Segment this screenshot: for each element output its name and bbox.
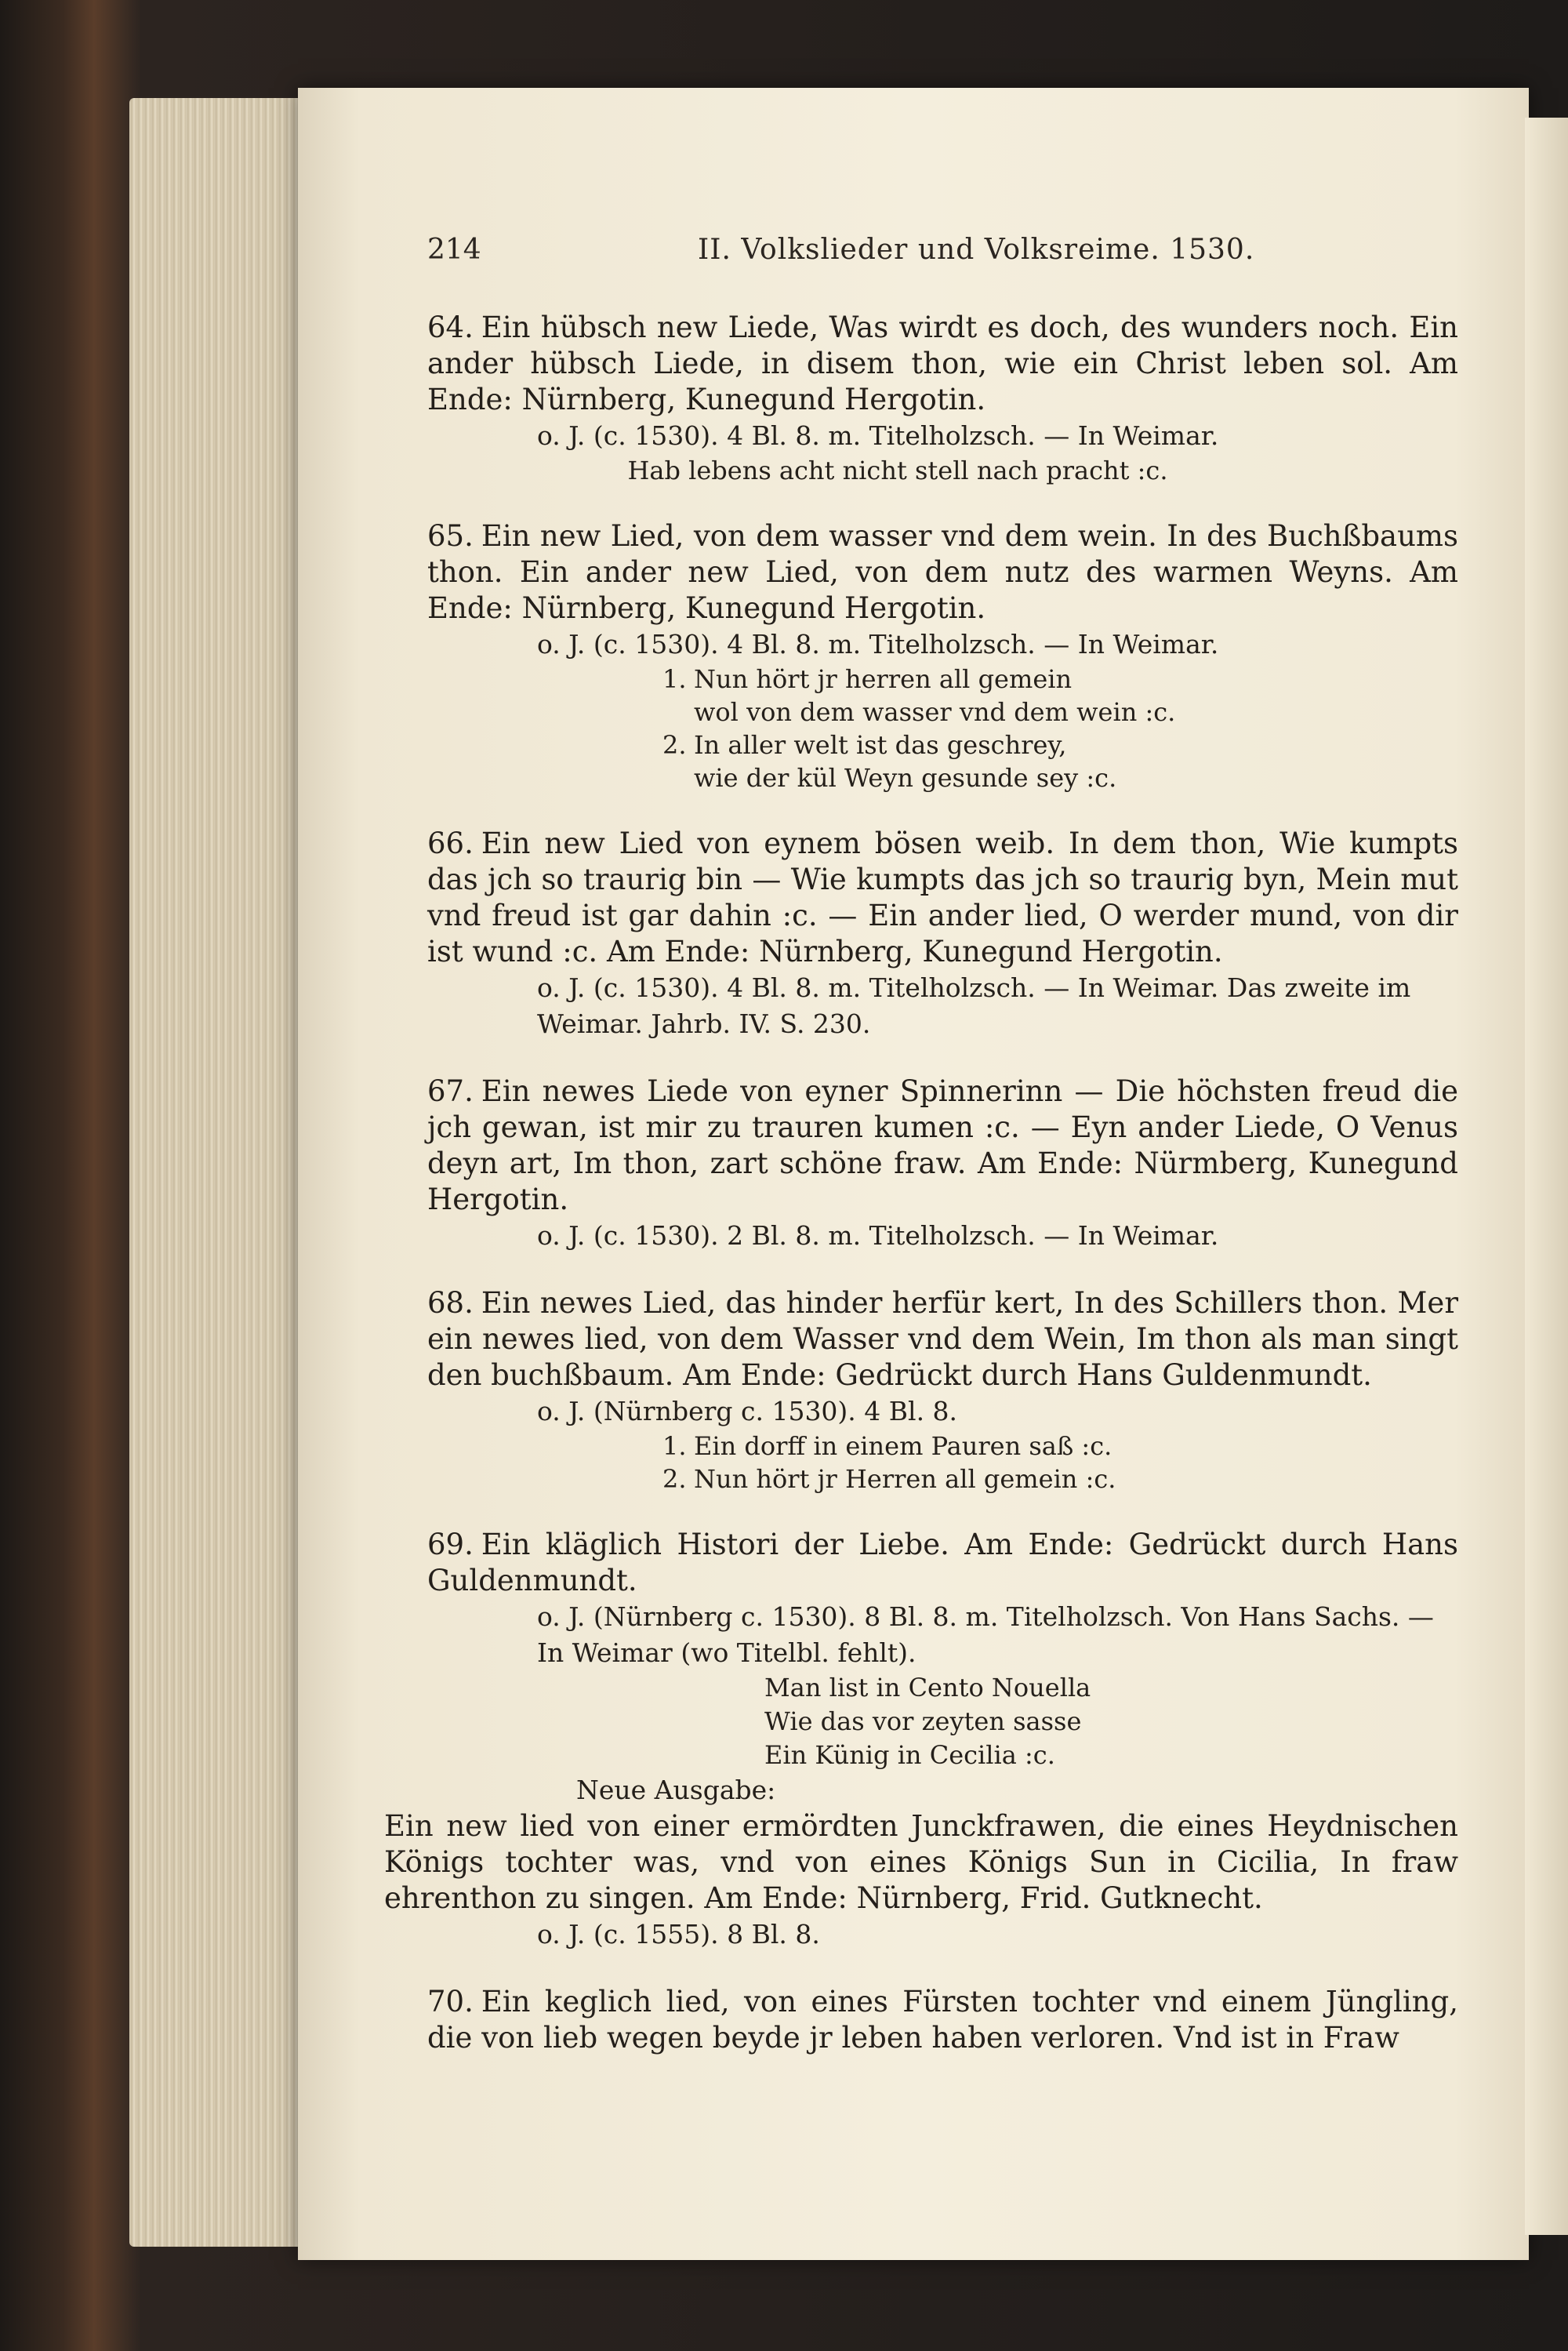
entry-biblio: o. J. (c. 1530). 2 Bl. 8. m. Titelholzsch. — In Weimar.: [537, 1220, 1219, 1251]
verse-number: 1.: [662, 1431, 687, 1461]
entry-text: [427, 1527, 1458, 1599]
entry-67: [427, 1074, 1458, 1254]
entry-quote: Hab lebens acht nicht stell nach pracht :c.: [627, 456, 1168, 485]
page-edges: [129, 98, 310, 2247]
entry-text: [427, 1074, 1458, 1218]
verse-list: [662, 663, 1458, 794]
quote-line: Man list in Cento Nouella: [764, 1673, 1091, 1702]
verse-text: Ein dorff in einem Pauren saß :c.: [694, 1431, 1112, 1461]
quote-line: Wie das vor zeyten sasse: [764, 1706, 1082, 1736]
entry-number: 70.: [427, 1985, 474, 2019]
verse-text: Nun hört jr Herren all gemein :c.: [694, 1464, 1116, 1494]
quote-lines: [764, 1671, 1458, 1772]
facing-page-edge: [1525, 118, 1568, 2235]
entry-68: [427, 1285, 1458, 1495]
entry-title: Ein newes Lied, das hinder herfür kert, In des Schillers thon. Mer ein newes lied, von dem Wasser vnd dem Wein, Im thon als man singt den buchßbaum. Am Ende: Gedrückt durch Hans Guldenmundt.: [427, 1286, 1458, 1392]
entry-biblio: o. J. (Nürnberg c. 1530). 8 Bl. 8. m. Titelholzsch. Von Hans Sachs. — In Weimar (wo Titelbl. fehlt).: [537, 1601, 1434, 1668]
entry-65: [427, 518, 1458, 794]
entry-number: 65.: [427, 519, 474, 553]
page-header: [427, 234, 1462, 281]
entry-text: [427, 826, 1458, 970]
entry-number: 68.: [427, 1286, 474, 1320]
entry-number: 67.: [427, 1074, 474, 1108]
entry-title: Ein new Lied, von dem wasser vnd dem wein. In des Buchßbaums thon. Ein ander new Lied, von dem nutz des warmen Weyns. Am Ende: Nürnberg, Kunegund Hergotin.: [427, 519, 1458, 625]
entry-66: [427, 826, 1458, 1042]
new-edition-label: Neue Ausgabe:: [576, 1775, 776, 1805]
entry-70: [427, 1984, 1458, 2056]
verse-line: [662, 1430, 1458, 1463]
verse-line: [662, 1463, 1458, 1495]
entry-title: Ein keglich lied, von eines Fürsten tochter vnd einem Jüngling, die von lieb wegen beyde jr leben haben verloren. Vnd ist in Fraw: [427, 1985, 1458, 2055]
running-title: II. Volkslieder und Volksreime. 1530.: [698, 234, 1255, 266]
quote-line: Ein Künig in Cecilia :c.: [764, 1740, 1055, 1770]
entry-title: Ein hübsch new Liede, Was wirdt es doch, des wunders noch. Ein ander hübsch Liede, in disem thon, wie ein Christ leben sol. Am Ende: Nürnberg, Kunegund Hergotin.: [427, 311, 1458, 416]
entry-biblio: o. J. (c. 1530). 4 Bl. 8. m. Titelholzsch. — In Weimar.: [537, 420, 1219, 451]
new-edition-biblio: o. J. (c. 1555). 8 Bl. 8.: [537, 1919, 820, 1949]
page-content: [384, 310, 1458, 2088]
entry-title: Ein new Lied von eynem bösen weib. In dem thon, Wie kumpts das jch so traurig bin — Wie kumpts das jch so traurig byn, Mein mut vnd freud ist gar dahin :c. — Ein ander lied, O werder mund, von dir ist wund :c. Am Ende: Nürnberg, Kunegund Hergotin.: [427, 827, 1458, 968]
verse-line: wie der kül Weyn gesunde sey :c.: [694, 763, 1117, 793]
entry-title: Ein newes Liede von eyner Spinnerinn — Die höchsten freud die jch gewan, ist mir zu trauren kumen :c. — Eyn ander Liede, O Venus deyn art, Im thon, zart schöne fraw. Am Ende: Nürmberg, Kunegund Hergotin.: [427, 1074, 1458, 1216]
verse-line: wol von dem wasser vnd dem wein :c.: [694, 697, 1176, 727]
entry-title: Ein kläglich Histori der Liebe. Am Ende: Gedrückt durch Hans Guldenmundt.: [427, 1528, 1458, 1597]
entry-biblio: o. J. (Nürnberg c. 1530). 4 Bl. 8.: [537, 1396, 958, 1426]
entry-biblio: o. J. (c. 1530). 4 Bl. 8. m. Titelholzsch. — In Weimar.: [537, 629, 1219, 660]
entry-text: [427, 518, 1458, 627]
verse-text: Nun hört jr herren all gemein: [694, 664, 1073, 694]
page-number: 214: [427, 234, 481, 266]
verse-line: [662, 663, 1458, 696]
new-edition-text: Ein new lied von einer ermördten Junckfrawen, die eines Heydnischen Königs tochter was, vnd von eines Königs Sun in Cicilia, In fraw ehrenthon zu singen. Am Ende: Nürnberg, Frid. Gutknecht.: [384, 1809, 1458, 1915]
entry-64: [427, 310, 1458, 487]
verse-line: [662, 729, 1458, 761]
entry-number: 64.: [427, 311, 474, 344]
entry-text: [427, 310, 1458, 418]
verse-number: 2.: [662, 1464, 687, 1494]
verse-text: In aller welt ist das geschrey,: [694, 730, 1067, 760]
entry-text: [427, 1984, 1458, 2056]
entry-number: 66.: [427, 827, 474, 860]
entry-biblio: o. J. (c. 1530). 4 Bl. 8. m. Titelholzsch. — In Weimar. Das zweite im Weimar. Jahrb. IV. S. 230.: [537, 972, 1411, 1039]
verse-number: 2.: [662, 730, 687, 760]
verse-number: 1.: [662, 664, 687, 694]
entry-69: [384, 1527, 1458, 1953]
entry-number: 69.: [427, 1528, 474, 1561]
entry-text: [427, 1285, 1458, 1394]
verse-list: [662, 1430, 1458, 1495]
